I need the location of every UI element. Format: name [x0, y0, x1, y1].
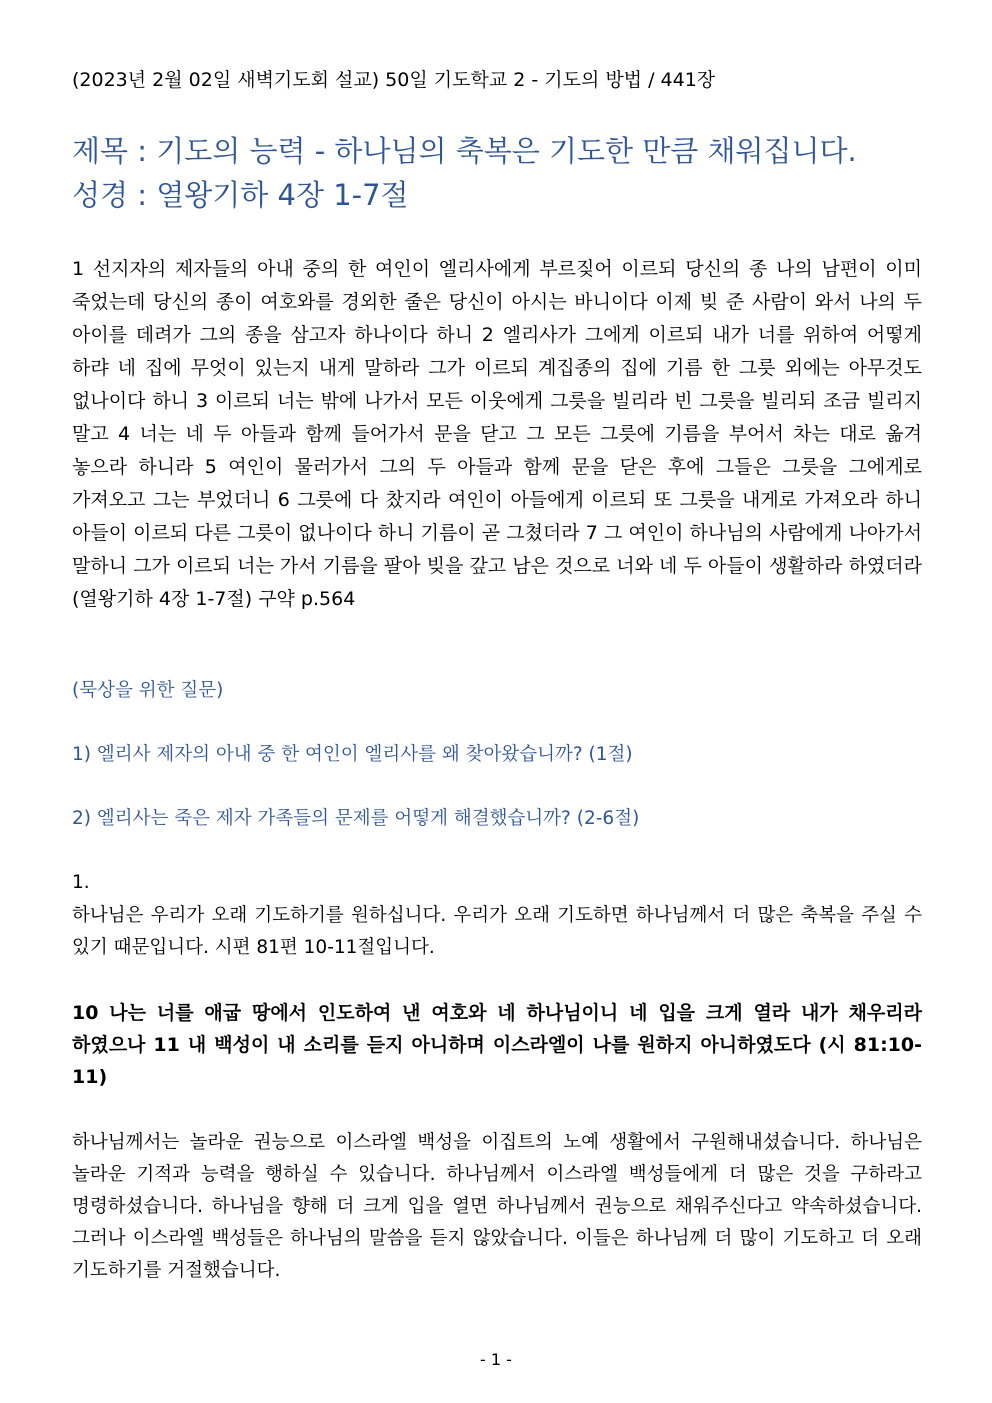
- sermon-header: (2023년 2월 02일 새벽기도회 설교) 50일 기도학교 2 - 기도의 방법 / 441장: [72, 69, 716, 91]
- meditation-question-1: 1) 엘리사 제자의 아내 중 한 여인이 엘리사를 왜 찾아왔습니까? (1절): [72, 744, 633, 765]
- scripture-passage: 1 선지자의 제자들의 아내 중의 한 여인이 엘리사에게 부르짖어 이르되 당신의 종 나의 남편이 이미 죽었는데 당신의 종이 여호와를 경외한 줄은 당신이 아시는 바니이다 이제 빚 준 사람이 와서 나의 두 아이를 데려가 그의 종을 삼고자 하나이다 하니 2 엘리사가 그에게 이르되 내가 너를 위하여 어떻게 하랴 네 집에 무엇이 있는지 내게 말하라 그가 이르되 계집종의 집에 기름 한 그릇 외에는 아무것도 없나이다 하니 3 이르되 너는 밖에 나가서 모든 이웃에게 그릇을 빌리라 빈 그릇을 빌리되 조금 빌리지 말고 4 너는 네 두 아들과 함께 들어가서 문을 닫고 그 모든 그릇에 기름을 부어서 차는 대로 옮겨 놓으라 하니라 5 여인이 물러가서 그의 두 아들과 함께 문을 닫은 후에 그들은 그릇을 그에게로 가져오고 그는 부었더니 6 그릇에 다 찼지라 여인이 아들에게 이르되 또 그릇을 내게로 가져오라 하니 아들이 이르되 다른 그릇이 없나이다 하니 기름이 곧 그쳤더라 7 그 여인이 하나님의 사람에게 나아가서 말하니 그가 이르되 너는 가서 기름을 팔아 빚을 갚고 남은 것으로 너와 네 두 아들이 생활하라 하였더라 (열왕기하 4장 1-7절) 구약 p.564: [72, 258, 922, 610]
- body-paragraph-1: 하나님은 우리가 오래 기도하기를 원하십니다. 우리가 오래 기도하면 하나님께서 더 많은 축복을 주실 수 있기 때문입니다. 시편 81편 10-11절입니다.: [72, 905, 922, 958]
- section-number: 1.: [72, 872, 90, 893]
- sermon-title: 제목 : 기도의 능력 - 하나님의 축복은 기도한 만큼 채워집니다.: [72, 134, 857, 168]
- body-paragraph-2: 하나님께서는 놀라운 권능으로 이스라엘 백성을 이집트의 노예 생활에서 구원해내셨습니다. 하나님은 놀라운 기적과 능력을 행하실 수 있습니다. 하나님께서 이스라엘 백성들에게 더 많은 것을 구하라고 명령하셨습니다. 하나님을 향해 더 크게 입을 열면 하나님께서 권능으로 채워주신다고 약속하셨습니다. 그러나 이스라엘 백성들은 하나님의 말씀을 듣지 않았습니다. 이들은 하나님께 더 많이 기도하고 더 오래 기도하기를 거절했습니다.: [72, 1132, 922, 1281]
- meditation-heading: (묵상을 위한 질문): [72, 680, 224, 701]
- psalm-quote: 10 나는 너를 애굽 땅에서 인도하여 낸 여호와 네 하나님이니 네 입을 크게 열라 내가 채우리라 하였으나 11 내 백성이 내 소리를 듣지 아니하며 이스라엘이 나를 원하지 아니하였도다 (시 81:10-11): [72, 1002, 922, 1088]
- page-number: - 1 -: [480, 1350, 512, 1369]
- scripture-reference: 성경 : 열왕기하 4장 1-7절: [72, 178, 409, 212]
- meditation-question-2: 2) 엘리사는 죽은 제자 가족들의 문제를 어떻게 해결했습니까? (2-6절): [72, 808, 640, 829]
